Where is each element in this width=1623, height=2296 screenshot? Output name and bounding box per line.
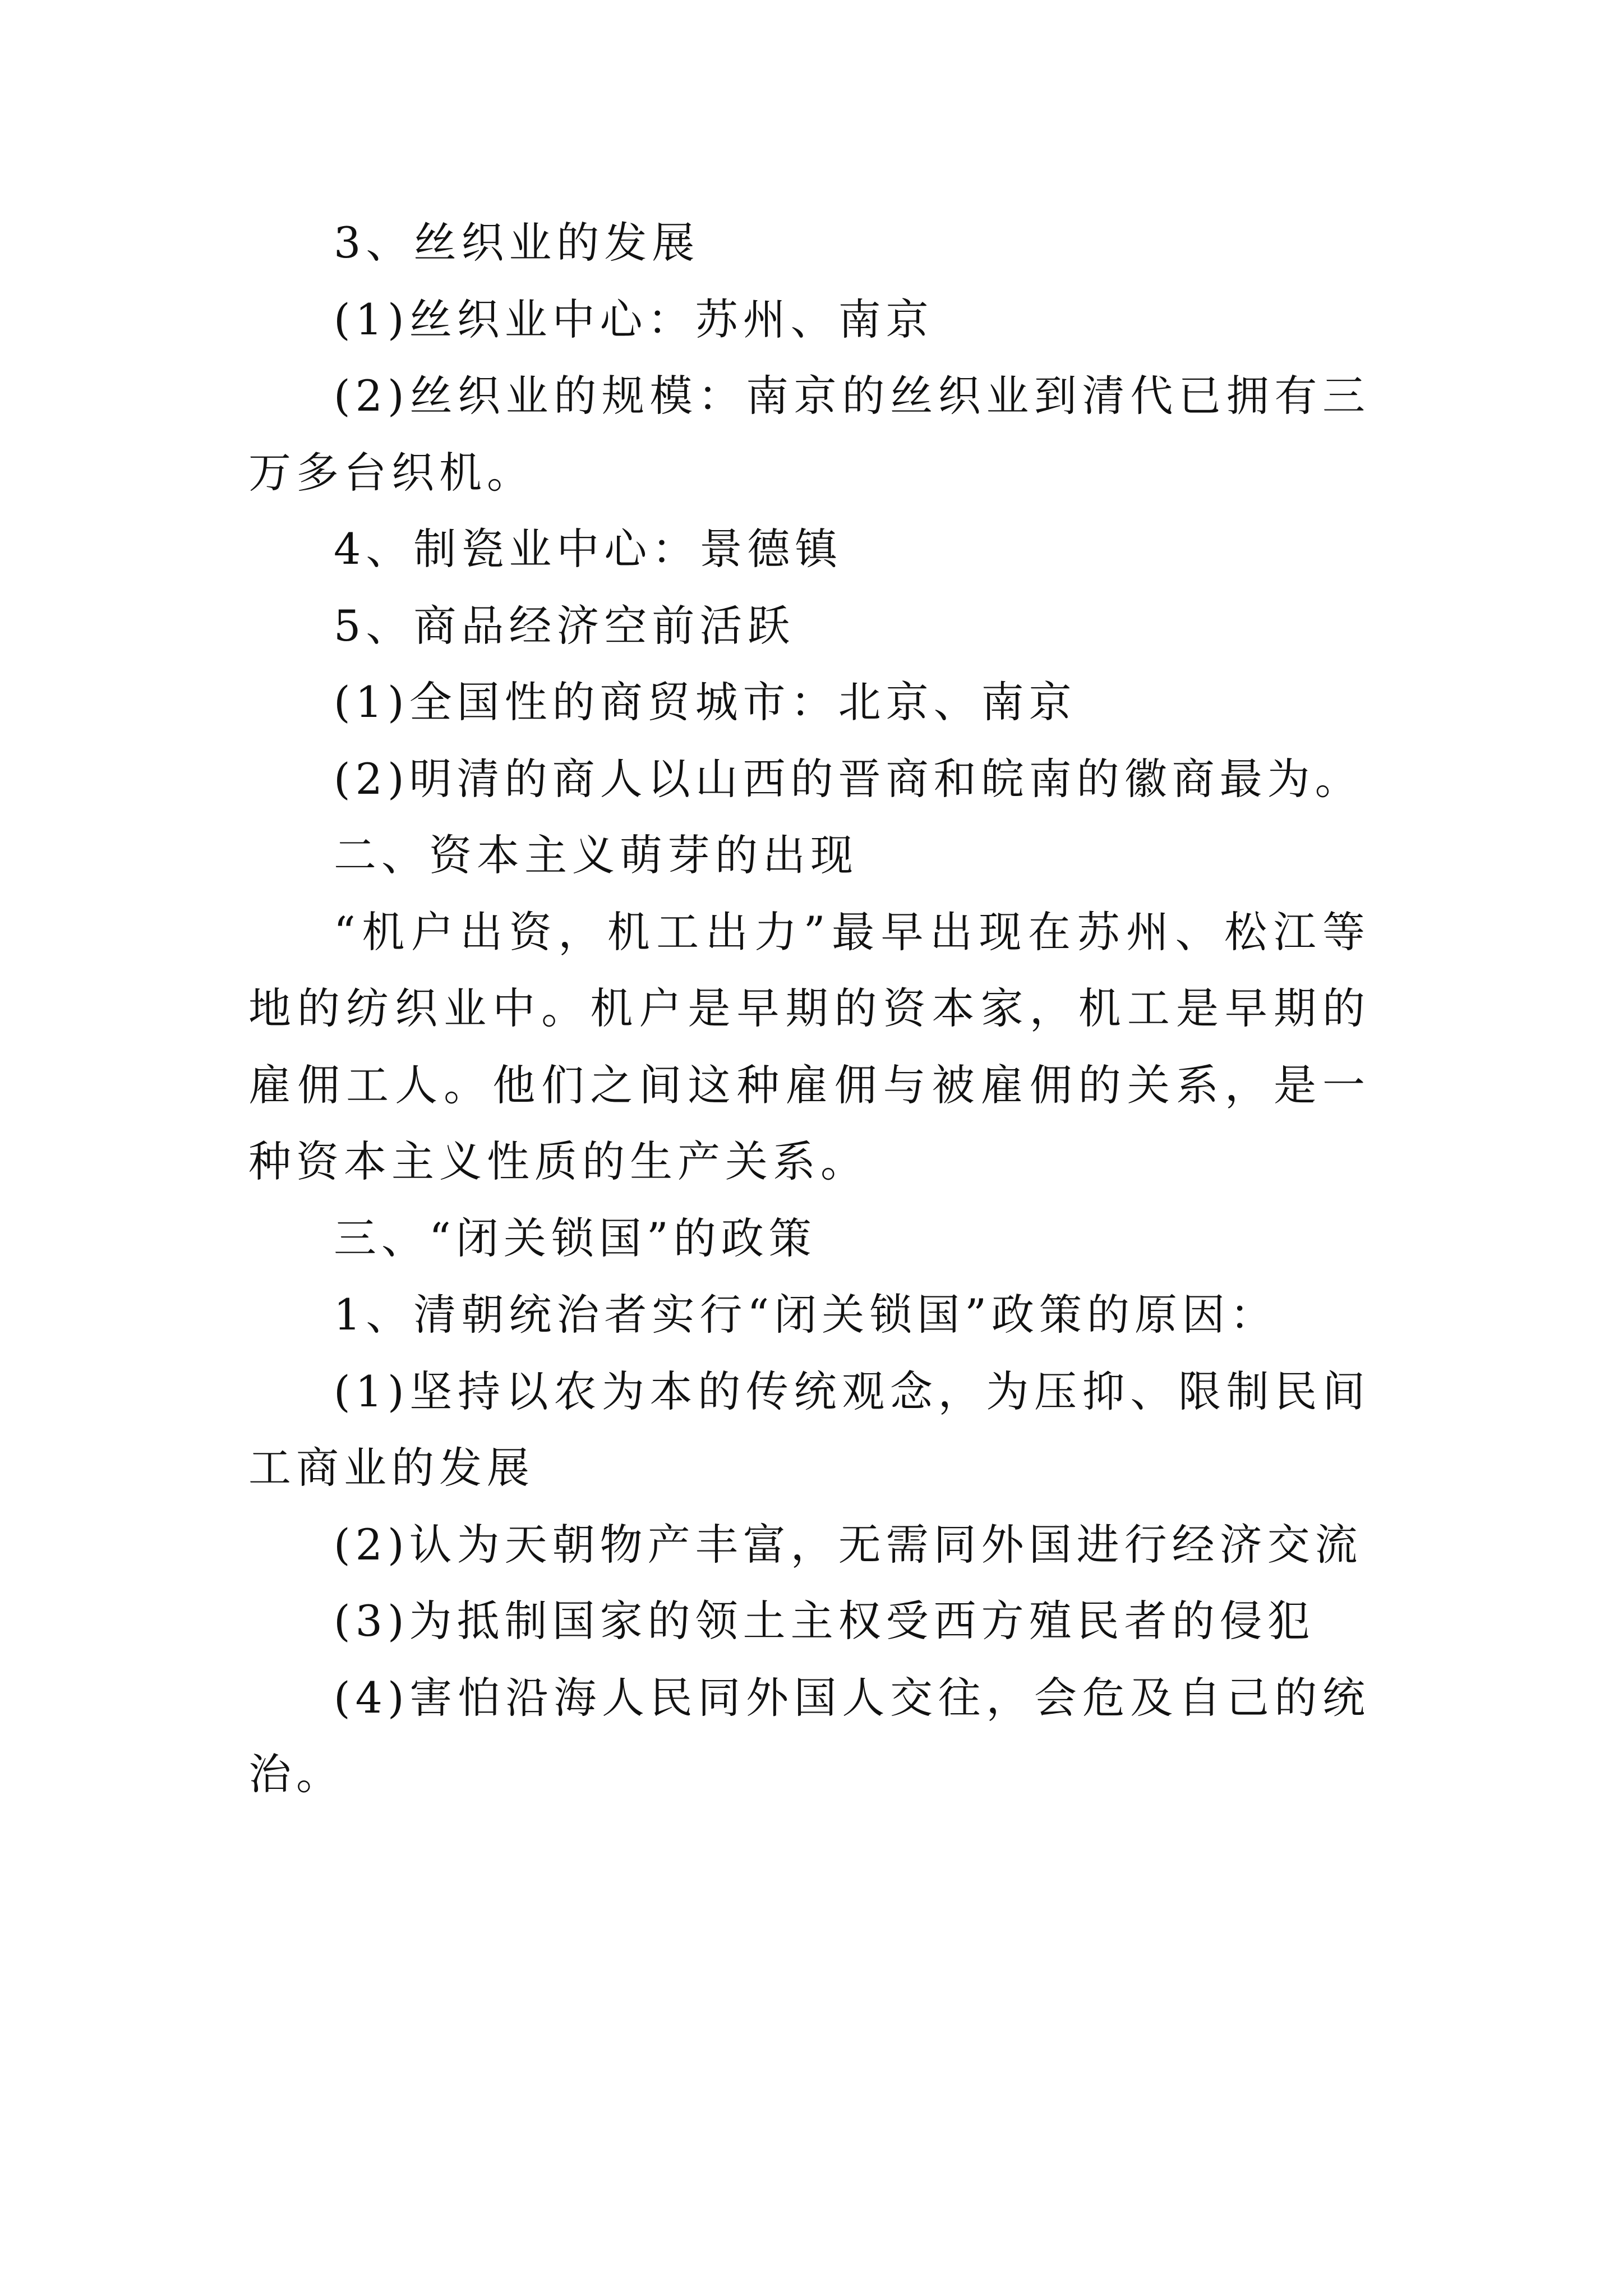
list-item-reason-1: (1)坚持以农为本的传统观念，为压抑、限制民间工商业的发展 bbox=[248, 1366, 1370, 1493]
list-item-reason-2: (2)认为天朝物产丰富，无需同外国进行经济交流 bbox=[334, 1519, 1363, 1570]
document-body bbox=[248, 205, 1370, 1813]
section-heading-capitalism-sprouts: 二、资本主义萌芽的出现 bbox=[334, 830, 858, 880]
list-item-trade-cities: (1)全国性的商贸城市：北京、南京 bbox=[334, 677, 1077, 727]
list-item-merchants: (2)明清的商人以山西的晋商和皖南的徽商最为。 bbox=[334, 753, 1363, 804]
section-heading-closed-door-policy: 三、“闭关锁国”的政策 bbox=[334, 1213, 817, 1263]
heading-silk-industry: 3、丝织业的发展 bbox=[334, 218, 700, 268]
heading-commodity-economy: 5、商品经济空前活跃 bbox=[334, 600, 795, 651]
body-paragraph-capitalism: “机户出资，机工出力”最早出现在苏州、松江等地的纺织业中。机户是早期的资本家，机工是早期的雇佣工人。他们之间这种雇佣与被雇佣的关系，是一种资本主义性质的生产关系。 bbox=[248, 907, 1370, 1186]
list-item-reason-3: (3)为抵制国家的领土主权受西方殖民者的侵犯 bbox=[334, 1596, 1315, 1646]
list-item-silk-centers: (1)丝织业中心：苏州、南京 bbox=[334, 294, 934, 344]
heading-porcelain-center: 4、制瓷业中心：景德镇 bbox=[334, 524, 843, 574]
heading-policy-reasons: 1、清朝统治者实行“闭关锁国”政策的原因： bbox=[334, 1290, 1278, 1340]
list-item-silk-scale: (2)丝织业的规模：南京的丝织业到清代已拥有三万多台织机。 bbox=[248, 371, 1370, 498]
list-item-reason-4: (4)害怕沿海人民同外国人交往，会危及自己的统治。 bbox=[248, 1672, 1370, 1799]
